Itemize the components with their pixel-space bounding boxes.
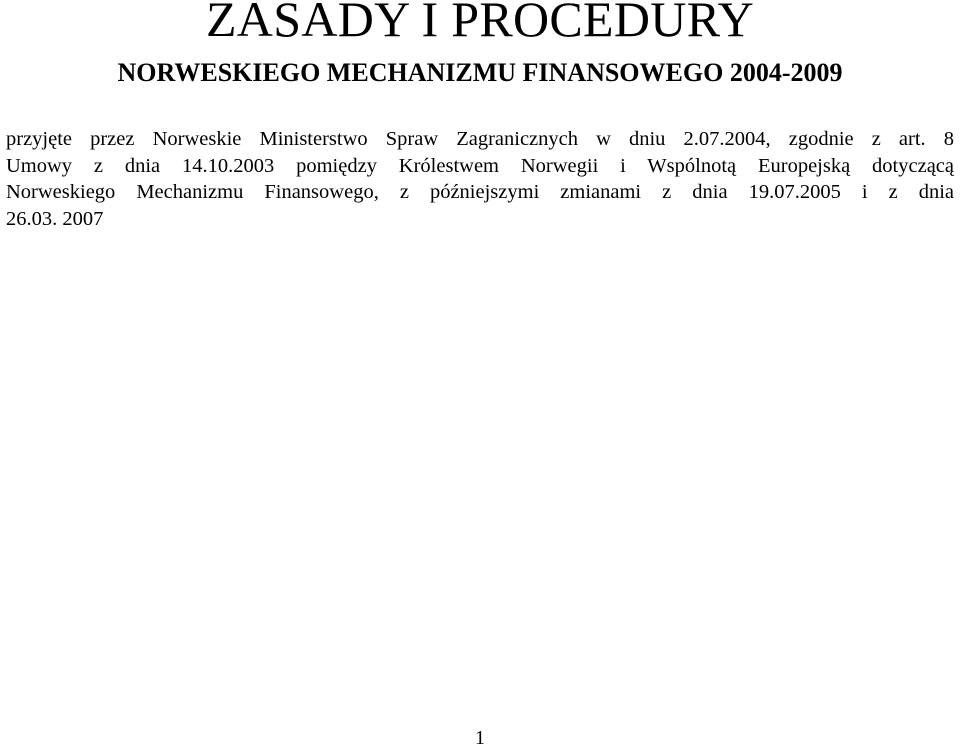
document-subtitle: NORWESKIEGO MECHANIZMU FINANSOWEGO 2004-2009 <box>117 58 843 87</box>
document-title: ZASADY I PROCEDURY <box>205 0 755 47</box>
intro-line: 26.03. 2007 <box>6 207 104 230</box>
intro-line: Umowy z dnia 14.10.2003 pomiędzy Królestwem Norwegii i Wspólnotą Europejską dotyczącą <box>6 154 954 177</box>
page-number: 1 <box>475 727 485 749</box>
intro-paragraph <box>6 126 954 232</box>
intro-line: Norweskiego Mechanizmu Finansowego, z późniejszymi zmianami z dnia 19.07.2005 i z dnia <box>6 181 954 203</box>
intro-line: przyjęte przez Norweskie Ministerstwo Spraw Zagranicznych w dniu 2.07.2004, zgodnie z art. 8 <box>6 128 954 150</box>
